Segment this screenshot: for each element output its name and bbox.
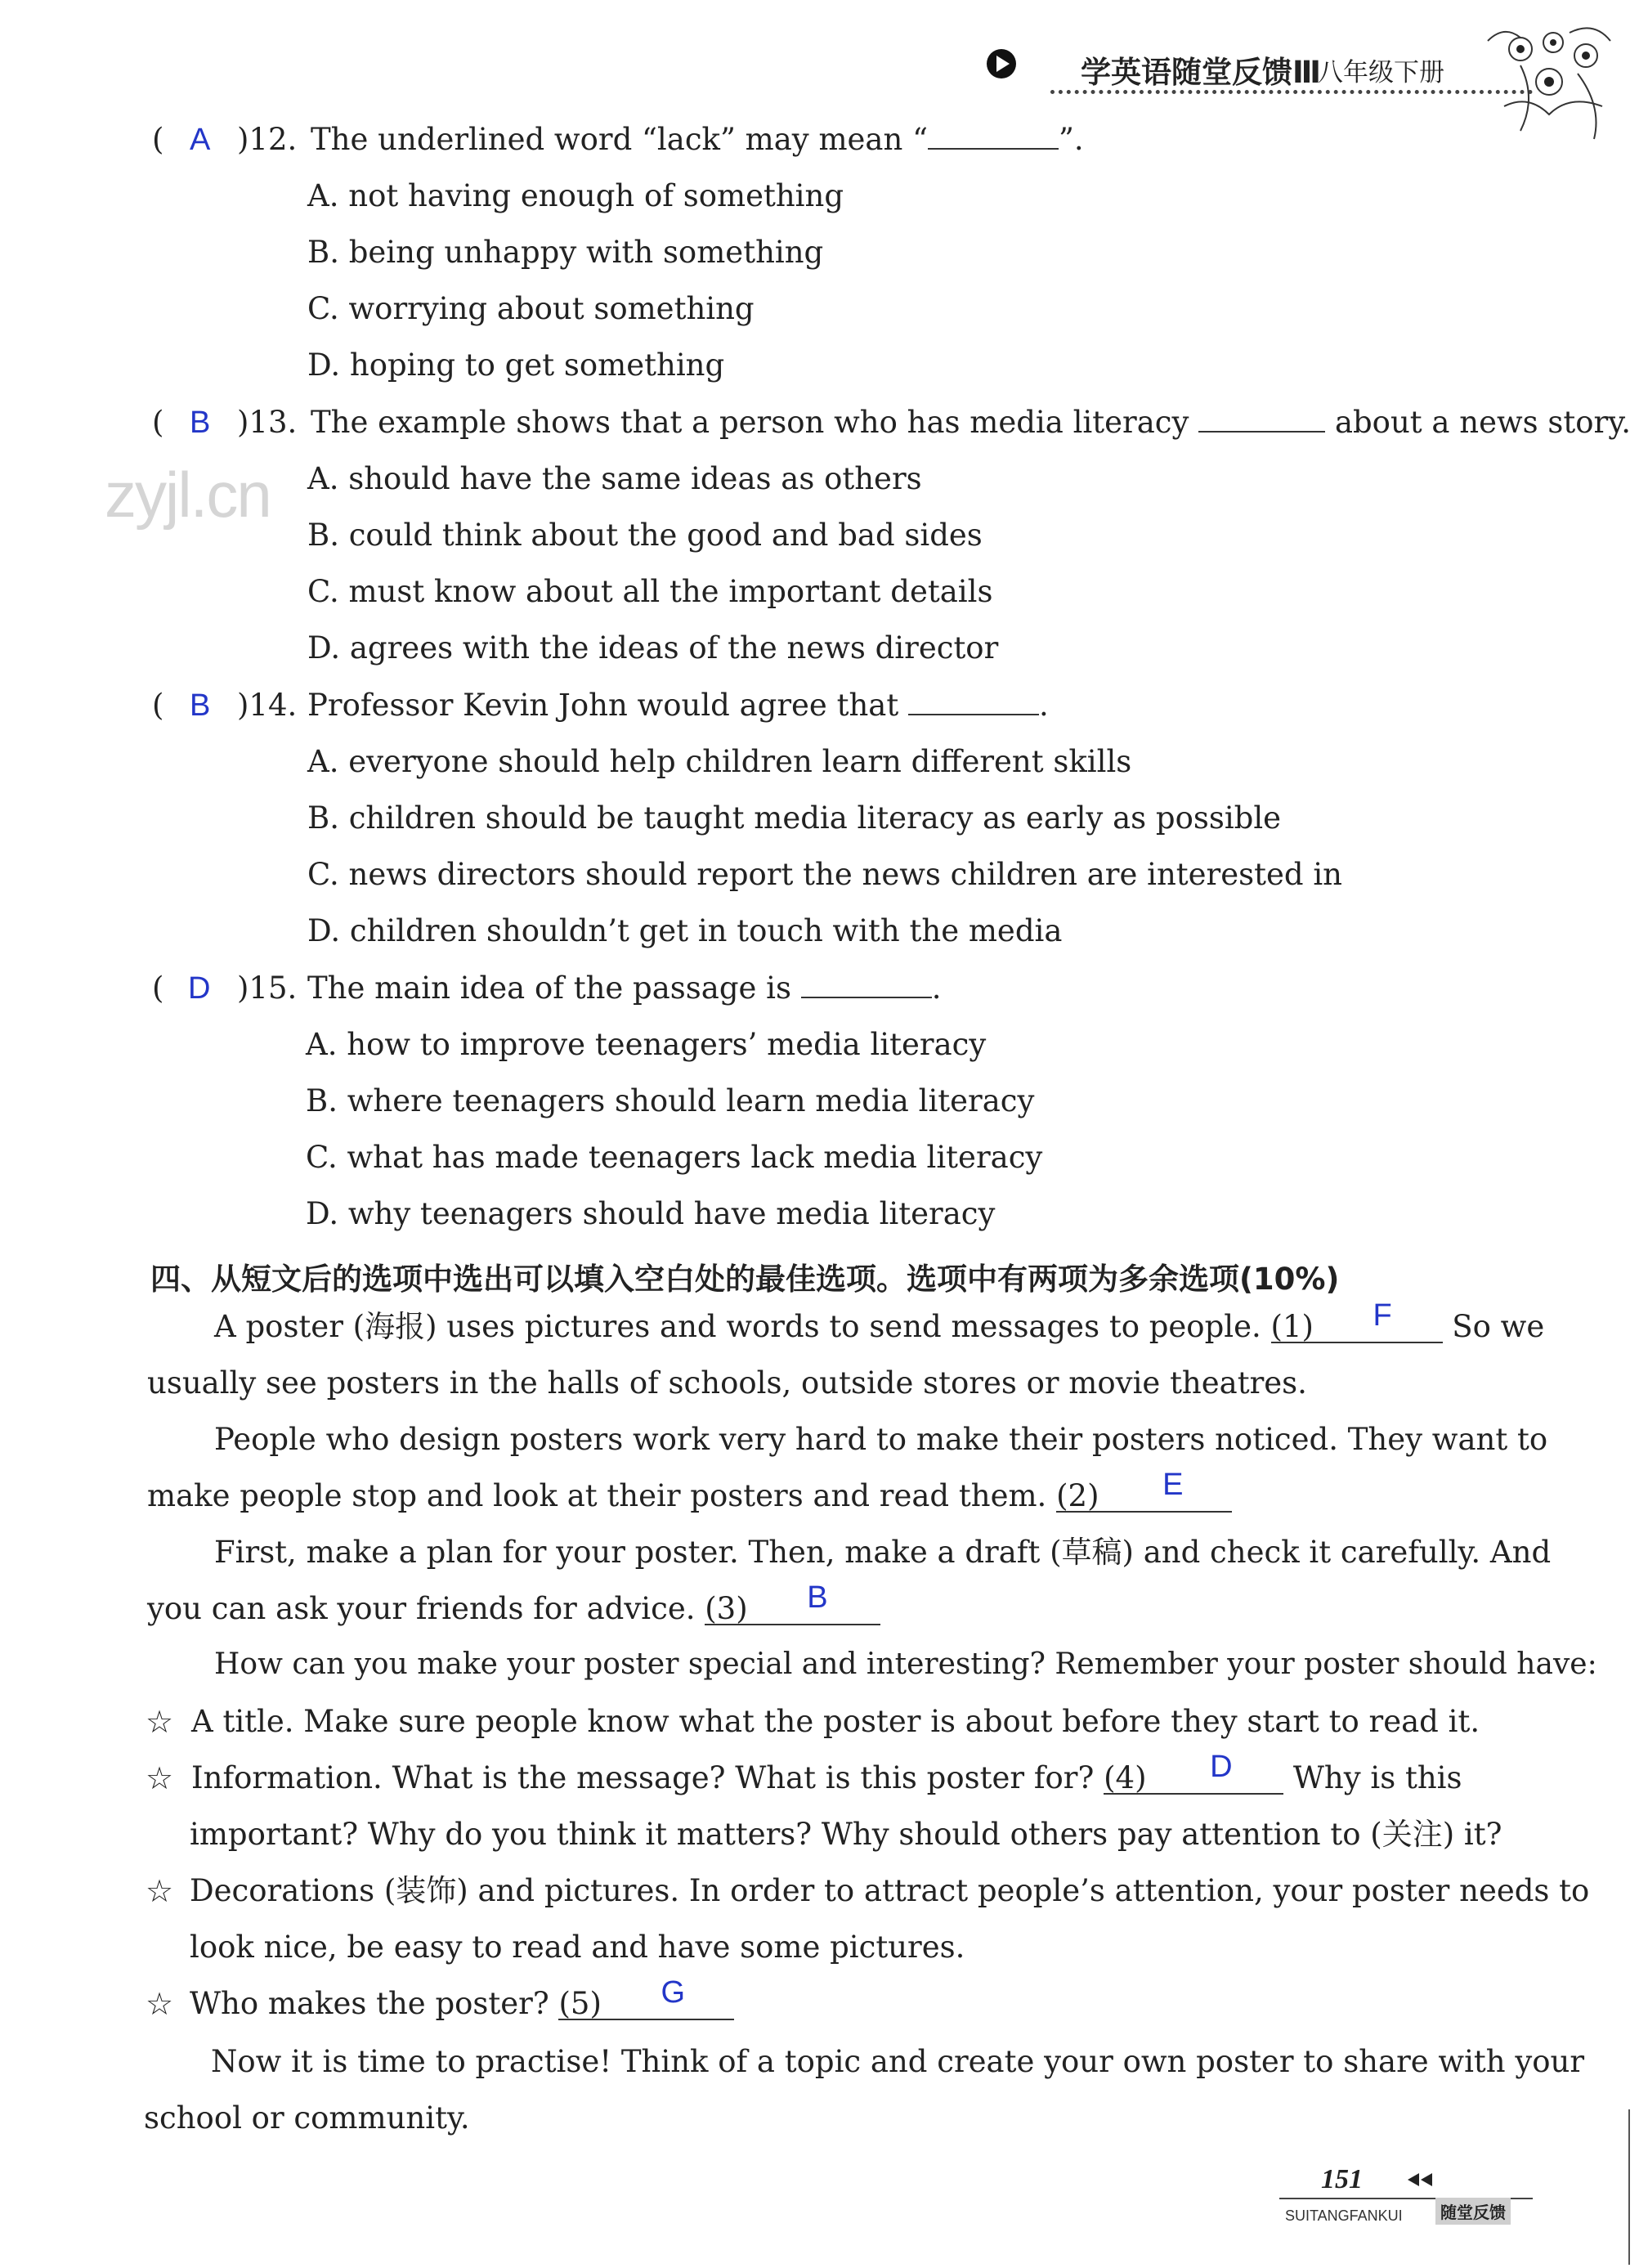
bullet-2-line-2: important? Why do you think it matters? Why should others pay attention to (关注) it? (190, 1817, 1502, 1852)
header-title: 学英语随堂反馈Ⅲ (1081, 55, 1321, 90)
option-a: A. should have the same ideas as others (307, 461, 922, 496)
answer: B (190, 688, 211, 723)
blank-5-answer: G (661, 1975, 686, 2010)
option-a: A. not having enough of something (307, 178, 844, 213)
question-number: )13. (237, 405, 298, 440)
paragraph-1-line-1: A poster (海报) uses pictures and words to send messages to people. (1) F So we (214, 1298, 1545, 1344)
footer-brand: SUITANGFANKUI (1285, 2207, 1403, 2224)
option-c: C. must know about all the important details (307, 574, 993, 609)
option-c: C. worrying about something (307, 291, 755, 326)
paragraph-1-line-2: usually see posters in the halls of schools, outside stores or movie theatres. (147, 1365, 1307, 1401)
paragraph-2-line-2: make people stop and look at their posters and read them. (2) E (147, 1481, 1232, 1513)
question-stem: Professor Kevin John would agree that . (307, 688, 1049, 723)
watermark: zyjl.cn (105, 459, 271, 531)
option-b: B. where teenagers should learn media literacy (306, 1083, 1035, 1118)
bullet-1: A title. Make sure people know what the poster is about before they start to read it. (191, 1704, 1480, 1739)
question-stem: The example shows that a person who has media literacy about a news story. (311, 405, 1631, 440)
question-stem: The main idea of the passage is . (307, 970, 942, 1006)
option-d: D. agrees with the ideas of the news director (307, 630, 999, 666)
question-number: )12. (237, 122, 298, 157)
answer: B (190, 406, 211, 440)
flower-decoration-icon (1471, 16, 1627, 155)
bullet-3-line-1: Decorations (装饰) and pictures. In order to attract people’s attention, your poster needs to (190, 1873, 1590, 1908)
bullet-4: Who makes the poster? (5) G (190, 1988, 734, 2020)
star-icon: ☆ (146, 1986, 174, 2022)
blank-4-answer: D (1210, 1750, 1233, 1784)
option-b: B. children should be taught media literacy as early as possible (307, 800, 1282, 836)
option-c: C. what has made teenagers lack media literacy (306, 1140, 1043, 1175)
header-subtitle: 八年级下册 (1318, 58, 1444, 87)
star-icon: ☆ (146, 1760, 174, 1796)
paragraph-4: How can you make your poster special and interesting? Remember your poster should have: (214, 1647, 1597, 1681)
blank-2-answer: E (1162, 1468, 1184, 1502)
scan-edge (1628, 2109, 1630, 2265)
answer: A (190, 123, 211, 157)
page-number: 151 (1321, 2164, 1363, 2194)
blank-3-answer: B (807, 1580, 828, 1615)
option-c: C. news directors should report the news children are interested in (307, 857, 1342, 892)
question-number: )15. (237, 970, 298, 1006)
option-d: D. children shouldn’t get in touch with the media (307, 913, 1063, 948)
star-icon: ☆ (146, 1704, 174, 1740)
paragraph-3-line-2: you can ask your friends for advice. (3) B (147, 1593, 880, 1625)
option-d: D. hoping to get something (307, 347, 725, 383)
footer-label: 随堂反馈 (1435, 2198, 1511, 2225)
play-icon (985, 47, 1018, 80)
bullet-3-line-2: look nice, be easy to read and have some pictures. (190, 1930, 965, 1965)
option-b: B. being unhappy with something (307, 235, 824, 270)
paragraph-2-line-1: People who design posters work very hard to make their posters noticed. They want to (214, 1422, 1548, 1457)
rewind-icon (1406, 2172, 1435, 2188)
option-a: A. how to improve teenagers’ media literacy (306, 1027, 987, 1062)
paragraph-5-line-1: Now it is time to practise! Think of a topic and create your own poster to share with your (211, 2044, 1585, 2079)
option-d: D. why teenagers should have media literacy (306, 1196, 996, 1231)
star-icon: ☆ (146, 1873, 174, 1909)
question-number: )14. (237, 688, 298, 723)
bullet-2-line-1: Information. What is the message? What is this poster for? (4) D Why is this (191, 1750, 1462, 1795)
option-b: B. could think about the good and bad sides (307, 518, 983, 553)
header-divider (1050, 90, 1533, 94)
answer-paren-open: ( (152, 122, 164, 157)
option-a: A. everyone should help children learn different skills (307, 744, 1132, 779)
paragraph-5-line-2: school or community. (144, 2100, 470, 2136)
blank-1-answer: F (1373, 1298, 1392, 1333)
question-stem: The underlined word “lack” may mean “ ”. (311, 122, 1084, 157)
paragraph-3-line-1: First, make a plan for your poster. Then, make a draft (草稿) and check it carefully. And (214, 1535, 1552, 1570)
answer: D (188, 971, 211, 1006)
section-title: 四、从短文后的选项中选出可以填入空白处的最佳选项。选项中有两项为多余选项(10%) (150, 1262, 1340, 1297)
